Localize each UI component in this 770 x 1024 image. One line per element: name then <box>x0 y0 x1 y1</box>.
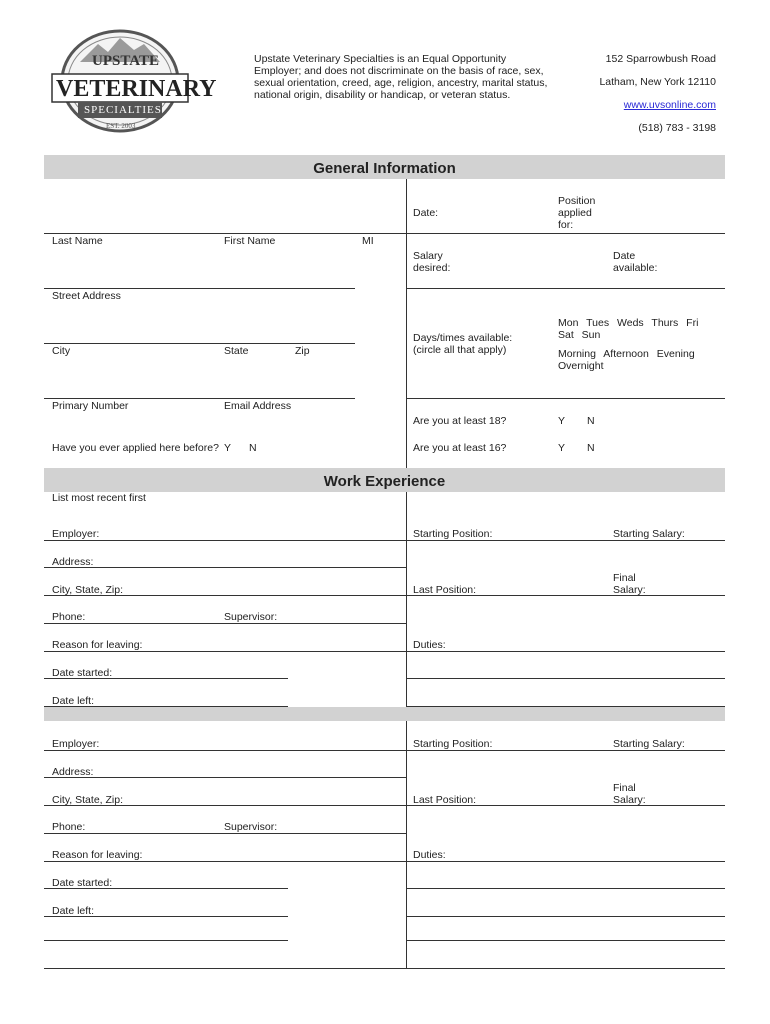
zip-label: Zip <box>295 345 310 357</box>
general-info-title: General Information <box>313 160 456 177</box>
address-line-1: 152 Sparrowbush Road <box>605 53 716 65</box>
column-divider <box>406 179 407 968</box>
date-left-label: Date left: <box>52 905 95 917</box>
logo-specialties: SPECIALTIES <box>84 104 162 116</box>
reason-leaving-label: Reason for leaving: <box>52 639 143 651</box>
at-least-16-label: Are you at least 16? <box>413 442 507 454</box>
email-address-label: Email Address <box>224 400 292 412</box>
starting-position-label: Starting Position: <box>413 528 493 540</box>
starting-position-label: Starting Position: <box>413 738 493 750</box>
work-experience-title: Work Experience <box>323 473 446 490</box>
days-options: Mon Tues Weds Thurs Fri Sat Sun <box>558 317 699 341</box>
state-label: State <box>224 345 249 357</box>
last-name-label: Last Name <box>52 235 103 247</box>
primary-number-label: Primary Number <box>52 400 129 412</box>
employer-label: Employer: <box>52 738 100 750</box>
at-least-16-yes[interactable]: Y <box>558 442 566 454</box>
company-logo <box>50 24 217 134</box>
date-label: Date: <box>413 207 439 219</box>
address-label: Address: <box>52 766 94 778</box>
time-options: Morning Afternoon Evening Overnight <box>558 348 695 372</box>
city-state-zip-label: City, State, Zip: <box>52 794 123 806</box>
logo-upstate: UPSTATE <box>92 53 159 69</box>
applied-before-yes[interactable]: Y <box>224 442 232 454</box>
general-info-header <box>44 155 725 179</box>
logo-established: EST. 2003 <box>106 122 136 130</box>
starting-salary-label: Starting Salary: <box>613 528 685 540</box>
address-line-2: Latham, New York 12110 <box>599 76 716 88</box>
phone-label: Phone: <box>52 821 86 833</box>
final-salary-label: Final Salary: <box>613 782 646 806</box>
at-least-16-no[interactable]: N <box>587 442 595 454</box>
first-name-label: First Name <box>224 235 276 247</box>
at-least-18-yes[interactable]: Y <box>558 415 566 427</box>
city-label: City <box>52 345 71 357</box>
days-times-label: Days/times available: (circle all that apply) <box>413 332 513 356</box>
list-most-recent-note: List most recent first <box>52 492 146 504</box>
supervisor-label: Supervisor: <box>224 611 278 623</box>
phone-label: Phone: <box>52 611 86 623</box>
reason-leaving-label: Reason for leaving: <box>52 849 143 861</box>
phone-number: (518) 783 - 3198 <box>638 122 716 134</box>
logo-veterinary: VETERINARY <box>56 76 217 102</box>
position-applied-label: Position applied for: <box>558 195 596 231</box>
date-started-label: Date started: <box>52 667 113 679</box>
at-least-18-label: Are you at least 18? <box>413 415 507 427</box>
employer-label: Employer: <box>52 528 100 540</box>
mi-label: MI <box>362 235 374 247</box>
applied-before-no[interactable]: N <box>249 442 257 454</box>
last-position-label: Last Position: <box>413 794 477 806</box>
website-link[interactable]: www.uvsonline.com <box>623 99 716 111</box>
date-available-label: Date available: <box>613 250 658 274</box>
address-label: Address: <box>52 556 94 568</box>
city-state-zip-label: City, State, Zip: <box>52 584 123 596</box>
salary-desired-label: Salary desired: <box>413 250 451 274</box>
date-started-label: Date started: <box>52 877 113 889</box>
employer-separator <box>44 707 725 721</box>
starting-salary-label: Starting Salary: <box>613 738 685 750</box>
equal-opportunity-notice: Upstate Veterinary Specialties is an Equal Opportunity Employer; and does not discriminate on the basis of race, sex, sexual orientation, creed, age, religion, ancestry, marital status, national origin, disability or handicap, or veteran status. <box>254 53 548 101</box>
applied-before-label: Have you ever applied here before? <box>52 442 219 454</box>
duties-label: Duties: <box>413 849 446 861</box>
final-salary-label: Final Salary: <box>613 572 646 596</box>
supervisor-label: Supervisor: <box>224 821 278 833</box>
last-position-label: Last Position: <box>413 584 477 596</box>
duties-label: Duties: <box>413 639 446 651</box>
work-experience-header <box>44 468 725 492</box>
at-least-18-no[interactable]: N <box>587 415 595 427</box>
street-address-label: Street Address <box>52 290 121 302</box>
date-left-label: Date left: <box>52 695 95 707</box>
